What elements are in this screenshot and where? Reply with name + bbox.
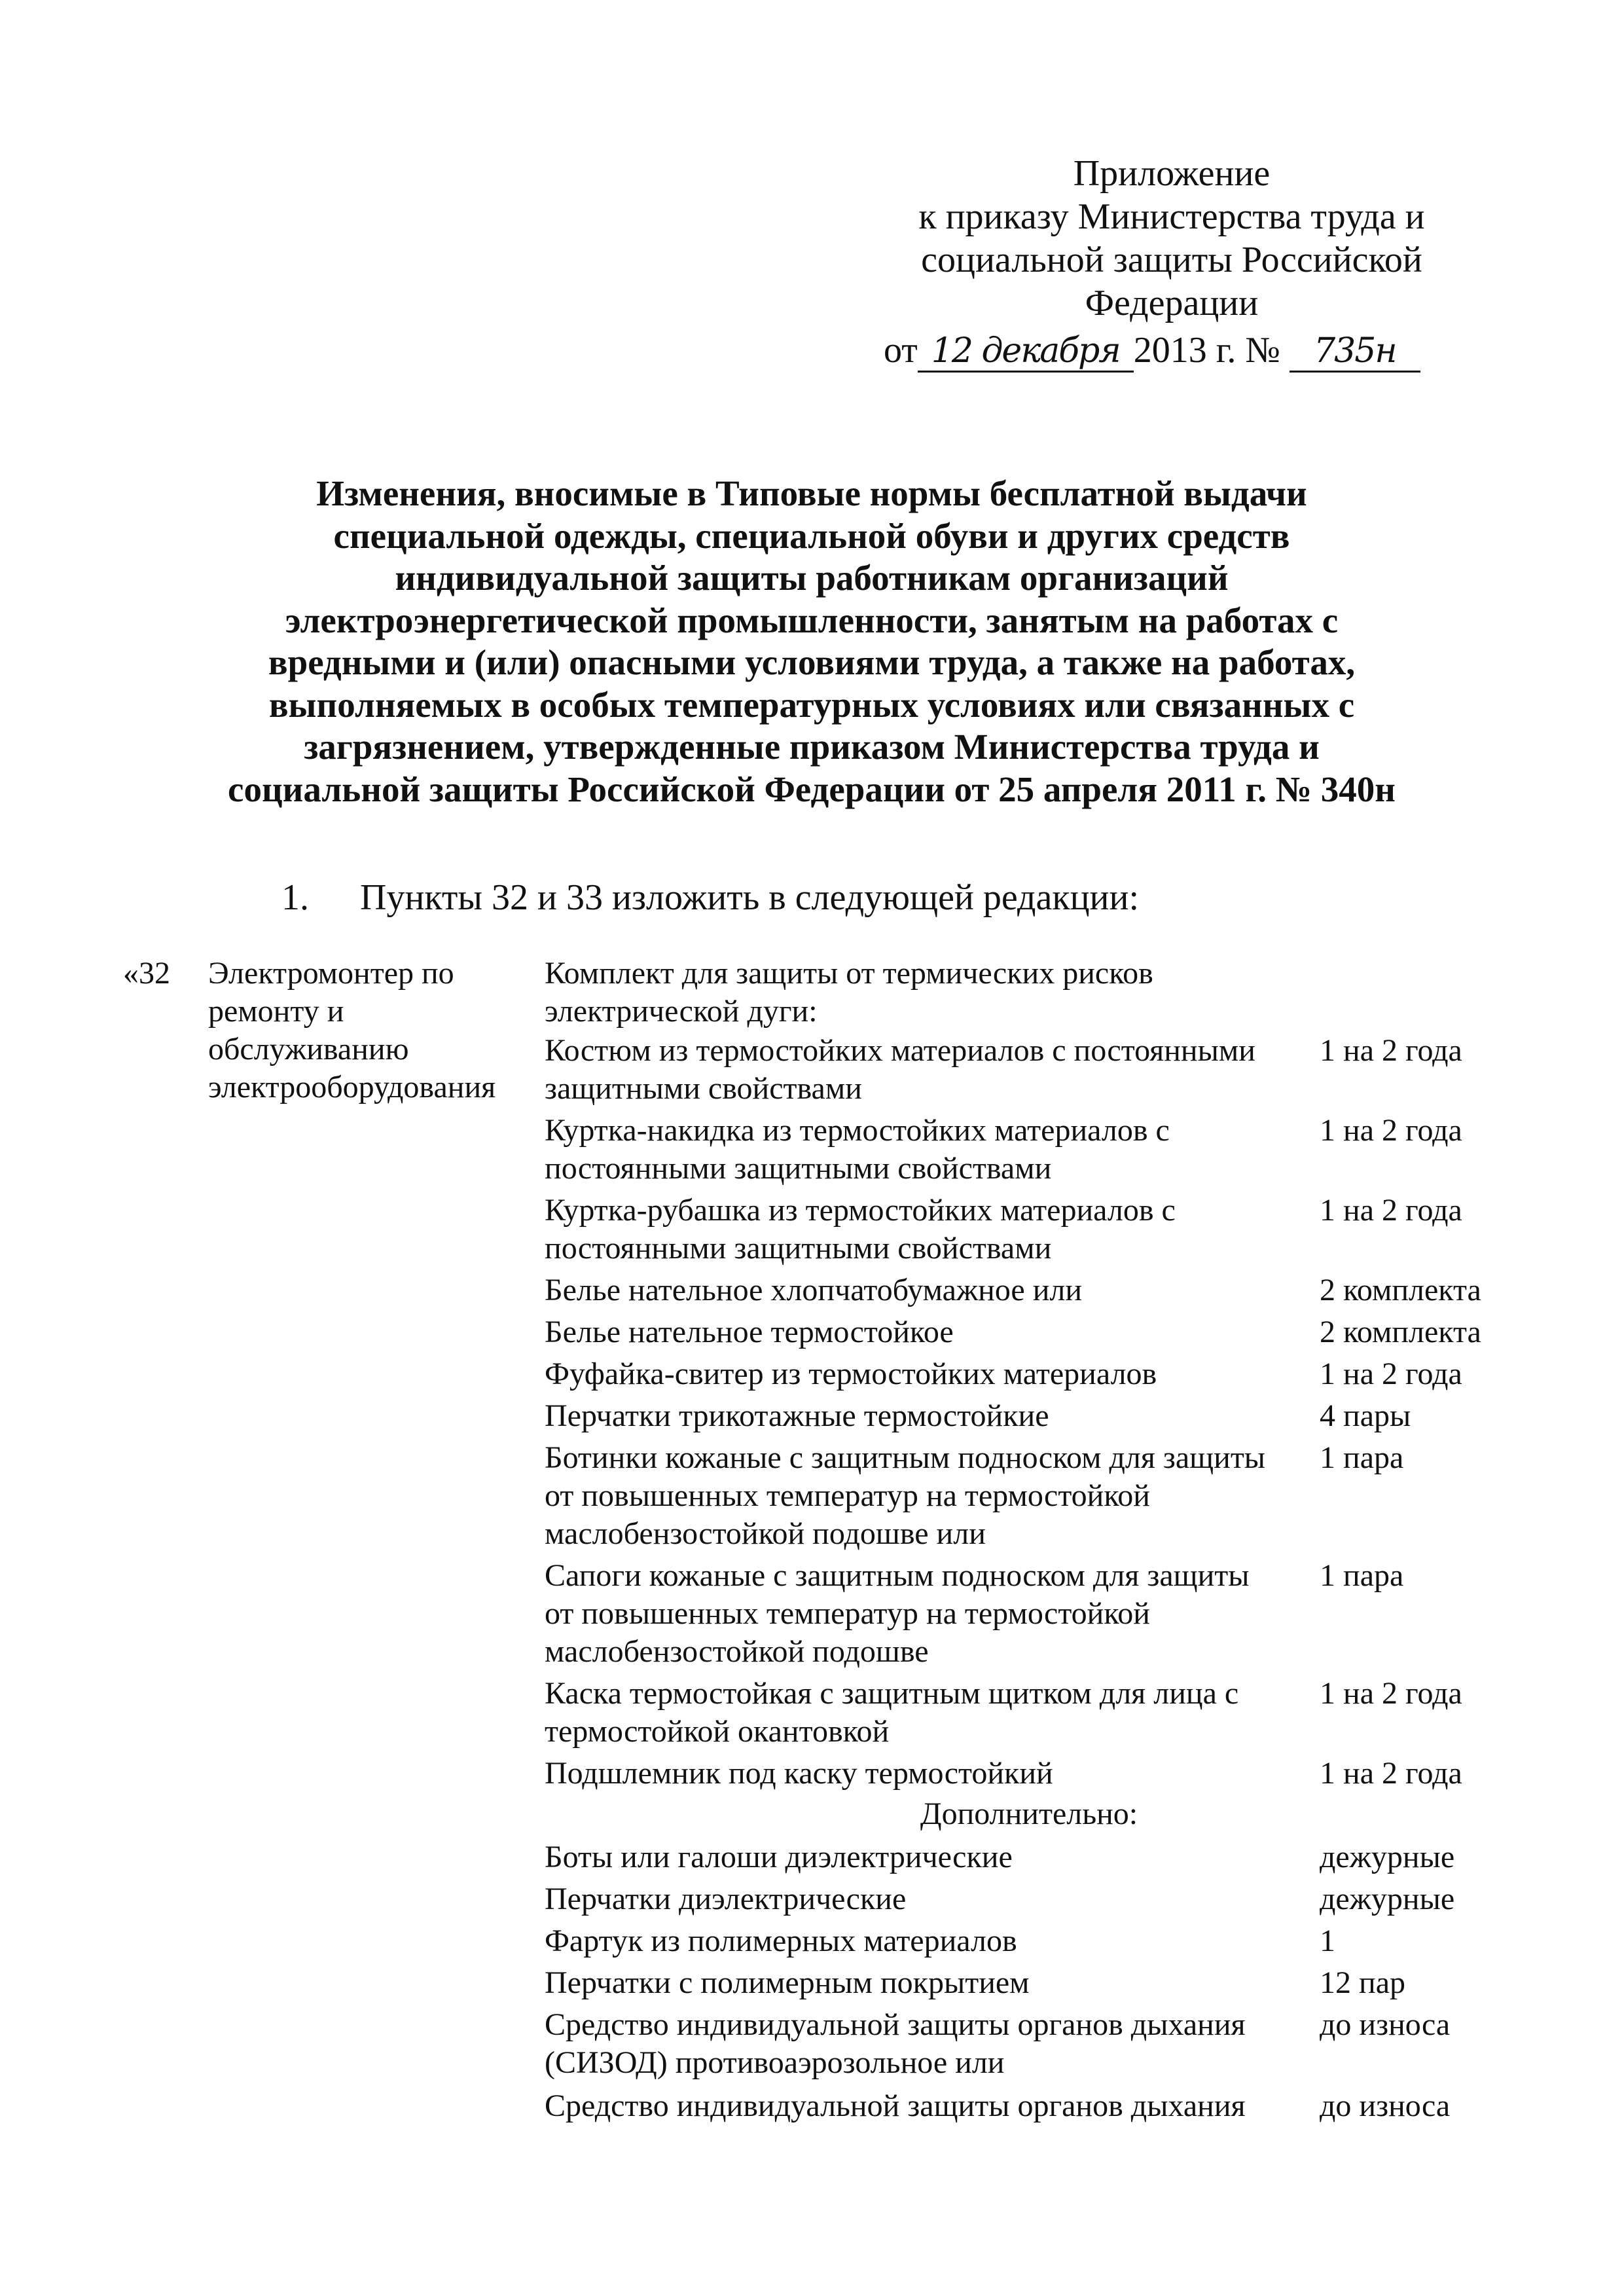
item-line: маслобензостойкой подошве или <box>545 1516 986 1551</box>
additional-item <box>545 1922 1304 1960</box>
appendix-line: социальной защиты Российской <box>921 240 1422 280</box>
item-line: Куртка-накидка из термостойких материалов с <box>545 1113 1170 1148</box>
profession-line: электрооборудования <box>208 1070 496 1104</box>
item-line: защитными свойствами <box>545 1071 862 1106</box>
item <box>545 1032 1304 1108</box>
item <box>545 1439 1304 1553</box>
item-line: (СИЗОД) противоаэрозольное или <box>545 2045 1005 2080</box>
item-line: Костюм из термостойких материалов с постоянными <box>545 1033 1255 1068</box>
additional-item <box>545 1838 1304 1876</box>
date-prefix: от <box>884 330 918 371</box>
item-norm: 1 на 2 года <box>1320 1193 1462 1228</box>
handwritten-date: 12 декабря <box>918 331 1134 373</box>
title-line: социальной защиты Российской Федерации от 25 апреля 2011 г. № 340н <box>228 769 1396 809</box>
item-line: Сапоги кожаные с защитным подноском для защиты <box>545 1558 1250 1593</box>
title-line: загрязнением, утвержденные приказом Министерства труда и <box>304 727 1320 767</box>
title-line: вредными и (или) опасными условиями труда, а также на работах, <box>268 642 1356 682</box>
title-line: специальной одежды, специальной обуви и других средств <box>333 515 1290 556</box>
item <box>545 1355 1304 1393</box>
item-norm: 1 на 2 года <box>1320 1676 1462 1711</box>
appendix-line: к приказу Министерства труда и <box>918 196 1425 237</box>
profession-line: Электромонтер по <box>208 956 454 991</box>
item-line: от повышенных температур на термостойкой <box>545 1596 1150 1631</box>
item <box>545 955 1304 1030</box>
item-norm: до износа <box>1320 2088 1451 2123</box>
point-text: Пункты 32 и 33 изложить в следующей редакции: <box>360 877 1140 918</box>
order-year: 2013 г. № <box>1133 330 1280 371</box>
item <box>545 1313 1304 1351</box>
additional-label: Дополнительно: <box>920 1796 1138 1831</box>
item-line: Фартук из полимерных материалов <box>545 1923 1017 1958</box>
appendix-line: Приложение <box>1073 153 1271 194</box>
item-line: Ботинки кожаные с защитным подноском для защиты <box>545 1440 1266 1475</box>
norms-table <box>0 955 1624 2264</box>
item-norm: дежурные <box>1320 1882 1455 1916</box>
handwritten-order-number: 735н <box>1290 331 1420 373</box>
title-line: индивидуальной защиты работникам организаций <box>395 558 1229 598</box>
item <box>545 1557 1304 1671</box>
title-line: выполняемых в особых температурных условиях или связанных с <box>268 684 1355 725</box>
item-line: Куртка-рубашка из термостойких материалов с <box>545 1193 1176 1228</box>
item-line: Боты или галоши диэлектрические <box>545 1840 1013 1874</box>
item-line: Перчатки диэлектрические <box>545 1882 907 1916</box>
title-line: Изменения, вносимые в Типовые нормы бесплатной выдачи <box>316 473 1307 513</box>
item-line: Комплект для защиты от термических рисков <box>545 956 1153 991</box>
item <box>545 1755 1304 1793</box>
item-line: Подшлемник под каску термостойкий <box>545 1756 1053 1791</box>
item-line: постоянными защитными свойствами <box>545 1231 1052 1266</box>
item-line: Средство индивидуальной защиты органов дыхания <box>545 2088 1246 2123</box>
profession <box>208 955 549 1106</box>
profession-line: ремонту и <box>208 994 344 1029</box>
order-date-number <box>884 329 1551 373</box>
item-line: Перчатки с полимерным покрытием <box>545 1965 1030 2000</box>
additional-item <box>545 2087 1304 2125</box>
item-line: постоянными защитными свойствами <box>545 1151 1052 1186</box>
item-norm: до износа <box>1320 2007 1451 2042</box>
row-number: «32 <box>123 956 170 991</box>
item-line: Перчатки трикотажные термостойкие <box>545 1398 1049 1433</box>
document-title <box>118 473 1506 811</box>
item-line: Белье нательное хлопчатобумажное или <box>545 1273 1083 1307</box>
item-norm: 1 на 2 года <box>1320 1357 1462 1391</box>
item-line: термостойкой окантовкой <box>545 1714 890 1749</box>
item-line: Каска термостойкая с защитным щитком для лица с <box>545 1676 1239 1711</box>
appendix-header <box>844 152 1499 325</box>
additional-item <box>545 1964 1304 2002</box>
profession-line: обслуживанию <box>208 1032 409 1066</box>
additional-item <box>545 1880 1304 1918</box>
item-norm: дежурные <box>1320 1840 1455 1874</box>
item-line: электрической дуги: <box>545 994 818 1029</box>
item-norm: 2 комплекта <box>1320 1315 1481 1349</box>
additional-item <box>545 2006 1304 2082</box>
point-number: 1. <box>281 877 309 918</box>
item-line: маслобензостойкой подошве <box>545 1634 929 1669</box>
item-line: от повышенных температур на термостойкой <box>545 1478 1150 1513</box>
item <box>545 1112 1304 1188</box>
item-line: Белье нательное термостойкое <box>545 1315 954 1349</box>
item-line: Средство индивидуальной защиты органов дыхания <box>545 2007 1246 2042</box>
item-norm: 1 на 2 года <box>1320 1113 1462 1148</box>
item-norm: 1 на 2 года <box>1320 1756 1462 1791</box>
item-norm: 1 <box>1320 1923 1335 1958</box>
item-norm: 12 пар <box>1320 1965 1405 2000</box>
title-line: электроэнергетической промышленности, занятым на работах с <box>285 600 1339 640</box>
appendix-line: Федерации <box>1085 283 1259 323</box>
item <box>545 1192 1304 1267</box>
item <box>545 1675 1304 1751</box>
item-line: Фуфайка-свитер из термостойких материалов <box>545 1357 1157 1391</box>
item-norm: 1 пара <box>1320 1440 1404 1475</box>
item-norm: 1 на 2 года <box>1320 1033 1462 1068</box>
item <box>545 1271 1304 1309</box>
item-norm: 1 пара <box>1320 1558 1404 1593</box>
item <box>545 1397 1304 1435</box>
item-norm: 2 комплекта <box>1320 1273 1481 1307</box>
item-norm: 4 пары <box>1320 1398 1411 1433</box>
